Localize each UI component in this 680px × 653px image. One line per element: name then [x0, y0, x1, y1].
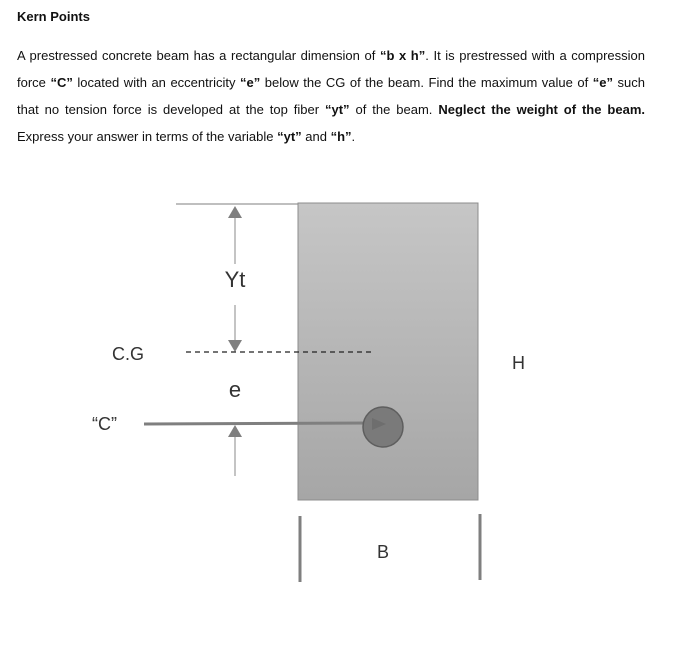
problem-text-8: and [301, 129, 331, 144]
cg-label: C.G [112, 344, 145, 364]
problem-text-5: such that no tension force is developed at the top fiber [17, 75, 646, 117]
problem-text-6: of the beam. [349, 102, 439, 117]
dimension-term: “b x h” [379, 48, 426, 63]
page-title: Kern Points [17, 9, 90, 24]
eccentricity-term: “e” [240, 75, 261, 90]
problem-text-2: . It is prestressed with a compression force [17, 48, 646, 90]
height-label: H [512, 353, 525, 373]
yt-label: Yt [224, 267, 246, 292]
problem-text-7: Express your answer in terms of the variable [17, 129, 278, 144]
width-label: B [376, 542, 390, 562]
problem-text-4: below the CG of the beam. Find the maximum value of [260, 75, 593, 90]
yt-arrow-down-head [228, 340, 242, 352]
yt-arrow-up-head [228, 206, 242, 218]
top-fiber-term: “yt” [324, 102, 350, 117]
h-variable: “h” [330, 129, 352, 144]
neglect-weight-note: Neglect the weight of the beam. [438, 102, 645, 117]
yt-variable: “yt” [277, 129, 302, 144]
force-line [144, 423, 370, 424]
eccentricity-term-2: “e” [592, 75, 614, 90]
force-term: “C” [50, 75, 73, 90]
problem-text-3: located with an eccentricity [72, 75, 240, 90]
problem-text-1: A prestressed concrete beam has a rectangular dimension of [17, 48, 380, 63]
compression-force-circle [363, 407, 403, 447]
e-arrow-head [228, 425, 242, 437]
force-label: “C” [92, 414, 117, 434]
problem-text-9: . [351, 129, 356, 144]
eccentricity-label: e [228, 377, 242, 402]
